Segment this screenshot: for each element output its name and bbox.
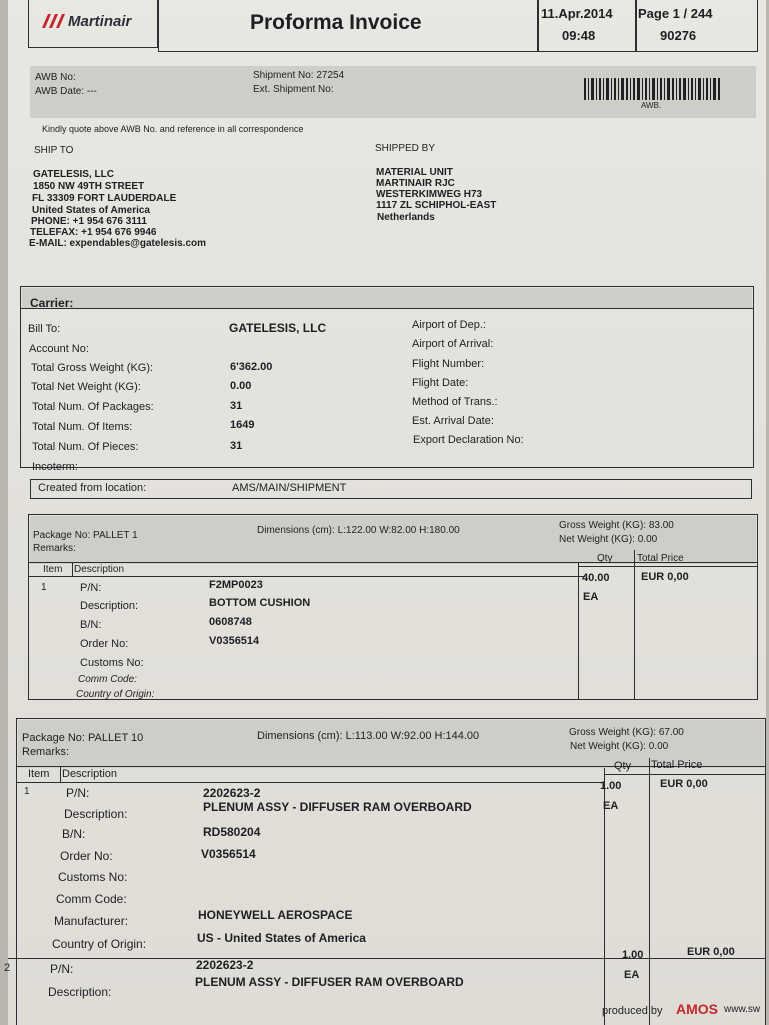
footer-produced-by: produced by <box>602 1005 663 1017</box>
carrier-divider <box>21 308 753 309</box>
package2-manufacturer-label: Manufacturer: <box>54 914 129 928</box>
package2-item2-unit: EA <box>624 969 640 981</box>
package2-comm-label: Comm Code: <box>56 892 127 906</box>
method-label: Method of Trans.: <box>412 396 498 408</box>
package1-price: EUR 0,00 <box>641 571 689 583</box>
package2-item2-desc-value: PLENUM ASSY - DIFFUSER RAM OVERBOARD <box>195 975 464 989</box>
packages-label: Total Num. Of Packages: <box>32 401 154 413</box>
package2-customs-label: Customs No: <box>58 870 128 884</box>
package1-qty: 40.00 <box>582 572 610 584</box>
package2-item2-price: EUR 0,00 <box>687 946 735 958</box>
ship-to-line: GATELESIS, LLC <box>33 169 114 180</box>
package1-bn-label: B/N: <box>80 619 102 631</box>
package1-qty-underline <box>578 566 757 567</box>
gross-weight-label: Total Gross Weight (KG): <box>31 362 154 374</box>
package2-item2-pn-value: 2202623-2 <box>196 958 254 972</box>
invoice-sheet <box>4 0 766 1025</box>
package2-qty-underline <box>604 774 766 775</box>
shipped-by-label: SHIPPED BY <box>375 143 436 154</box>
net-weight-label: Total Net Weight (KG): <box>31 381 141 393</box>
package1-dimensions: Dimensions (cm): L:122.00 W:82.00 H:180.00 <box>257 525 460 536</box>
pieces-label: Total Num. Of Pieces: <box>32 441 139 453</box>
ship-to-line: 1850 NW 49TH STREET <box>33 181 145 192</box>
package2-pn-label: P/N: <box>66 786 90 800</box>
package1-bn-value: 0608748 <box>209 616 252 628</box>
est-arrival-label: Est. Arrival Date: <box>412 415 494 427</box>
print-time: 09:48 <box>562 28 596 43</box>
package2-item2-no: 2 <box>4 962 11 974</box>
net-weight-value: 0.00 <box>230 380 252 392</box>
logo <box>36 12 66 35</box>
package2-item2-pn-label: P/N: <box>50 962 74 976</box>
package1-net-weight: Net Weight (KG): 0.00 <box>559 534 658 545</box>
package2-desc-label: Description: <box>64 807 128 821</box>
shipped-by-line: MARTINAIR RJC <box>376 178 455 189</box>
martinair-logo-icon <box>36 12 66 30</box>
barcode-icon <box>584 78 722 100</box>
ship-to-line: FL 33309 FORT LAUDERDALE <box>32 193 177 204</box>
pieces-value: 31 <box>230 440 243 452</box>
package2-item2-desc-label: Description: <box>48 985 112 999</box>
shipment-no: Shipment No: 27254 <box>253 70 345 81</box>
gross-weight-value: 6'362.00 <box>230 361 273 373</box>
reference-notice: Kindly quote above AWB No. and reference in all correspondence <box>42 124 304 134</box>
created-from-value: AMS/MAIN/SHIPMENT <box>232 482 347 494</box>
airport-dep-label: Airport of Dep.: <box>412 319 486 331</box>
print-date: 11.Apr.2014 <box>541 6 613 21</box>
package2-gross-weight: Gross Weight (KG): 67.00 <box>569 727 684 738</box>
ship-to-line: United States of America <box>32 205 150 216</box>
shipped-by-line: MATERIAL UNIT <box>376 167 453 178</box>
package1-pn-value: F2MP0023 <box>209 579 263 591</box>
barcode-caption: AWB. <box>641 101 662 110</box>
footer-brand: AMOS <box>676 1001 718 1017</box>
shipped-by-line: WESTERKIMWEG H73 <box>376 189 483 200</box>
awb-date-label: AWB Date: --- <box>35 86 97 97</box>
package2-col-header-line-bottom <box>17 782 602 783</box>
package2-item-col <box>60 766 61 782</box>
package2-origin-label: Country of Origin: <box>52 937 147 951</box>
col-description-header-2: Description <box>62 768 118 780</box>
package1-no: Package No: PALLET 1 <box>33 530 138 541</box>
ship-to-line: PHONE: +1 954 676 3111 <box>31 216 147 227</box>
ext-shipment-no: Ext. Shipment No: <box>253 84 334 95</box>
col-item-header-2: Item <box>28 768 50 780</box>
package1-price-col <box>634 550 635 700</box>
items-label: Total Num. Of Items: <box>32 421 133 433</box>
package1-desc-value: BOTTOM CUSHION <box>209 597 311 609</box>
flight-date-label: Flight Date: <box>412 377 469 389</box>
package1-col-header-line-bottom <box>29 576 585 577</box>
items-value: 1649 <box>230 419 255 431</box>
package2-bn-value: RD580204 <box>203 825 261 839</box>
incoterm-label: Incoterm: <box>32 461 78 473</box>
account-label: Account No: <box>29 343 89 355</box>
carrier-title: Carrier: <box>30 296 74 310</box>
package2-bn-label: B/N: <box>62 827 86 841</box>
flight-number-label: Flight Number: <box>412 358 485 370</box>
package2-price: EUR 0,00 <box>660 778 708 790</box>
package2-price-col <box>649 758 650 1025</box>
page-title: Proforma Invoice <box>250 11 422 34</box>
packages-value: 31 <box>230 400 243 412</box>
package2-order-value: V0356514 <box>201 847 256 861</box>
package1-item-col <box>72 562 73 576</box>
package2-item2-qty: 1.00 <box>622 949 644 961</box>
col-description-header: Description <box>74 564 125 575</box>
package2-qty: 1.00 <box>600 780 622 792</box>
package1-comm-label: Comm Code: <box>78 674 137 685</box>
package2-pn-value: 2202623-2 <box>203 786 261 800</box>
shipped-by-line: Netherlands <box>377 212 435 223</box>
bill-to-value: GATELESIS, LLC <box>229 321 327 335</box>
package2-desc-value: PLENUM ASSY - DIFFUSER RAM OVERBOARD <box>203 800 472 814</box>
col-qty-header: Qty <box>597 553 613 564</box>
airport-arr-label: Airport of Arrival: <box>412 338 494 350</box>
package2-unit: EA <box>603 800 619 812</box>
package1-order-value: V0356514 <box>209 635 260 647</box>
footer-url: www.sw <box>724 1004 761 1015</box>
created-from-label: Created from location: <box>38 482 147 494</box>
doc-number: 90276 <box>660 28 697 43</box>
export-decl-label: Export Declaration No: <box>413 434 524 446</box>
col-item-header: Item <box>43 564 63 575</box>
logo-text: Martinair <box>68 13 132 30</box>
ship-to-label: SHIP TO <box>34 145 74 156</box>
bill-to-label: Bill To: <box>28 323 61 335</box>
ship-to-line: E-MAIL: expendables@gatelesis.com <box>29 238 207 249</box>
package1-gross-weight: Gross Weight (KG): 83.00 <box>559 520 674 531</box>
package2-manufacturer-value: HONEYWELL AEROSPACE <box>198 908 353 922</box>
ship-to-line: TELEFAX: +1 954 676 9946 <box>30 227 157 238</box>
package2-dimensions: Dimensions (cm): L:113.00 W:92.00 H:144.00 <box>257 730 480 742</box>
package1-origin-label: Country of Origin: <box>76 689 155 700</box>
package1-unit: EA <box>583 591 599 603</box>
package2-item-no: 1 <box>24 786 30 797</box>
package2-net-weight: Net Weight (KG): 0.00 <box>570 741 669 752</box>
package1-qty-col <box>578 562 579 700</box>
package1-item-no: 1 <box>41 582 47 593</box>
package1-pn-label: P/N: <box>80 582 102 594</box>
package1-desc-label: Description: <box>80 600 139 612</box>
awb-no-label: AWB No: <box>35 72 76 83</box>
package1-customs-label: Customs No: <box>80 657 144 669</box>
col-price-header: Total Price <box>637 553 684 564</box>
package2-remarks: Remarks: <box>22 746 70 758</box>
package2-item-separator <box>8 958 766 959</box>
package1-remarks: Remarks: <box>33 543 76 554</box>
package2-no: Package No: PALLET 10 <box>22 732 144 744</box>
shipped-by-line: 1117 ZL SCHIPHOL-EAST <box>376 200 497 211</box>
package1-order-label: Order No: <box>80 638 129 650</box>
package2-origin-value: US - United States of America <box>197 931 366 945</box>
package2-order-label: Order No: <box>60 849 113 863</box>
page-number: Page 1 / 244 <box>638 6 713 21</box>
col-price-header-2: Total Price <box>651 759 703 771</box>
col-qty-header-2: Qty <box>614 760 632 772</box>
carrier-header-band <box>22 288 752 308</box>
